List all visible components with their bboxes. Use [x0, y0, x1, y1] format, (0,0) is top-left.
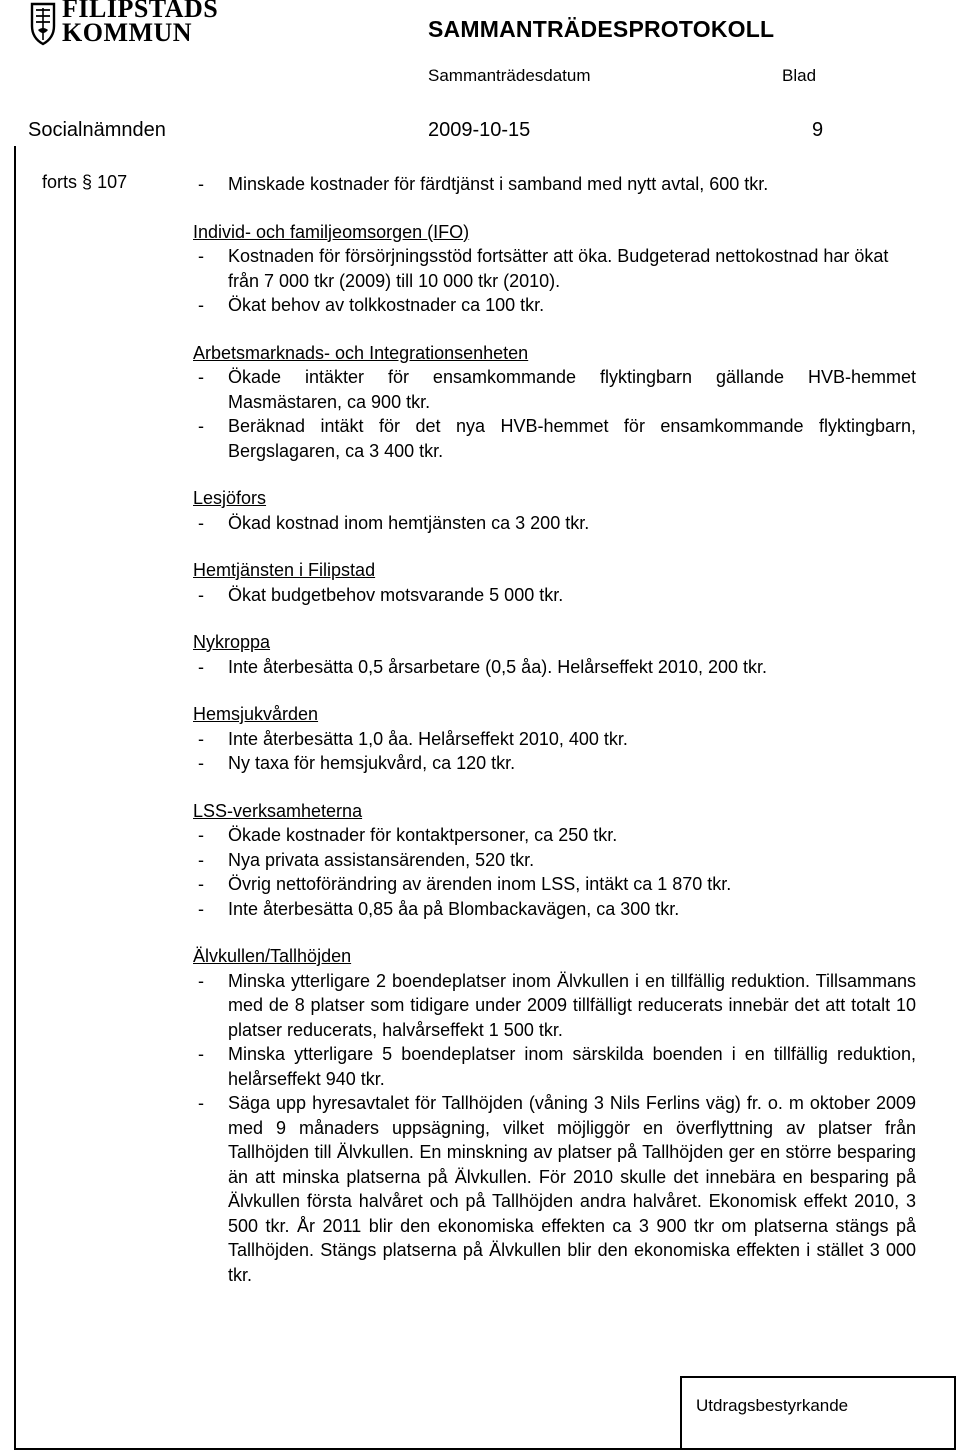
- logo-line-2: KOMMUN: [62, 18, 193, 47]
- list-item: - Ökade kostnader för kontaktpersoner, ca 250 tkr.: [198, 825, 618, 845]
- certification-box-right: [954, 1376, 956, 1450]
- list-item: - Inte återbesätta 0,5 årsarbetare (0,5 åa). Helårseffekt 2010, 200 tkr.: [198, 656, 767, 677]
- certification-box-left: [680, 1376, 682, 1450]
- section-heading-lss: LSS-verksamheterna: [193, 800, 363, 821]
- meeting-date: 2009-10-15: [428, 119, 531, 141]
- list-item: - Ökade intäkter för ensamkommande flyktingbarn gällande HVB-hemmet Masmästaren, ca 900 tkr.: [198, 367, 916, 412]
- forts-label: forts: [42, 172, 78, 192]
- list-item: - Ny taxa för hemsjukvård, ca 120 tkr.: [198, 753, 516, 773]
- document-title: SAMMANTRÄDESPROTOKOLL: [428, 16, 775, 42]
- list-item: - Ökad kostnad inom hemtjänsten ca 3 200 tkr.: [198, 512, 590, 533]
- municipality-logo: [30, 0, 230, 48]
- list-item: - Minska ytterligare 2 boendeplatser inom Älvkullen i en tillfällig reduktion. Tillsammans med de 8 platser som tidigare under 2009 tillfälligt reducerats innebär det att totalt 10 platser reducerats, halvårseffekt 1 500 tkr.: [198, 970, 916, 1040]
- bottom-margin-line: [14, 1448, 956, 1450]
- list-item: - Minska ytterligare 5 boendeplatser inom särskilda boenden i en tillfällig reduktion, helårseffekt 940 tkr.: [198, 1044, 916, 1089]
- section-heading-nykroppa: Nykroppa: [193, 632, 271, 652]
- list-item: - Ökat behov av tolkkostnader ca 100 tkr.: [198, 295, 545, 315]
- section-sign: §: [82, 172, 93, 192]
- page-number: 9: [812, 119, 824, 141]
- section-heading-hemsjukvarden: Hemsjukvården: [193, 704, 319, 724]
- list-item: - Inte återbesätta 1,0 åa. Helårseffekt 2010, 400 tkr.: [198, 728, 628, 749]
- list-item: - Nya privata assistansärenden, 520 tkr.: [198, 849, 535, 870]
- meeting-date-label: Sammanträdesdatum: [428, 66, 591, 85]
- section-heading-ifo: Individ- och familjeomsorgen (IFO): [193, 221, 470, 242]
- list-item: - Kostnaden för försörjningsstöd fortsätter att öka. Budgeterad nettokostnad har ökat från 7 000 tkr (2009) till 10 000 tkr (2010).: [198, 246, 889, 291]
- section-heading-alvkullen: Älvkullen/Tallhöjden: [193, 946, 352, 966]
- list-item: - Säga upp hyresavtalet för Tallhöjden (våning 3 Nils Ferlins väg) fr. o. m oktober 2009 med 9 månaders uppsägning, vilket möjliggör en överflyttning av platser från Tallhöjden till Älvkullen. En minskning av platser på Tallhöjden ger en större besparing än att minska platserna på Älvkullen. För 2010 skulle det innebära en besparing på Älvkullen första halvåret och på Tallhöjden andra halvåret. Ekonomisk effekt 2010, 3 500 tkr. År 2011 blir den ekonomiska effekten ca 3 900 tkr om platserna stängs på Tallhöjden. Stängs platserna på Älvkullen blir den ekonomiska effekten i stället 3 000 tkr.: [198, 1093, 916, 1285]
- protocol-body: [193, 172, 916, 1287]
- list-item: - Övrig nettoförändring av ärenden inom LSS, intäkt ca 1 870 tkr.: [198, 874, 732, 894]
- section-heading-hemtjansten: Hemtjänsten i Filipstad: [193, 560, 376, 580]
- list-item: - Ökat budgetbehov motsvarande 5 000 tkr.: [198, 584, 564, 605]
- left-margin-line: [14, 146, 16, 1450]
- section-heading-arbetsmarknad: Arbetsmarknads- och Integrationsenheten: [193, 342, 529, 363]
- list-item: - Inte återbesätta 0,85 åa på Blombackavägen, ca 300 tkr.: [198, 898, 680, 919]
- list-item: - Beräknad intäkt för det nya HVB-hemmet för ensamkommande flyktingbarn, Bergslagaren, ca 3 400 tkr.: [198, 416, 916, 461]
- certification-label: Utdragsbestyrkande: [696, 1396, 849, 1415]
- paragraph-reference: [42, 172, 127, 193]
- list-item: - Minskade kostnader för färdtjänst i samband med nytt avtal, 600 tkr.: [198, 174, 769, 194]
- committee-name: Socialnämnden: [28, 119, 166, 141]
- section-heading-lesjofors: Lesjöfors: [193, 488, 267, 508]
- certification-box-top: [680, 1376, 956, 1378]
- page-label: Blad: [782, 66, 817, 85]
- paragraph-number: 107: [97, 172, 128, 192]
- logo-line-1: FILIPSTADS: [62, 0, 219, 23]
